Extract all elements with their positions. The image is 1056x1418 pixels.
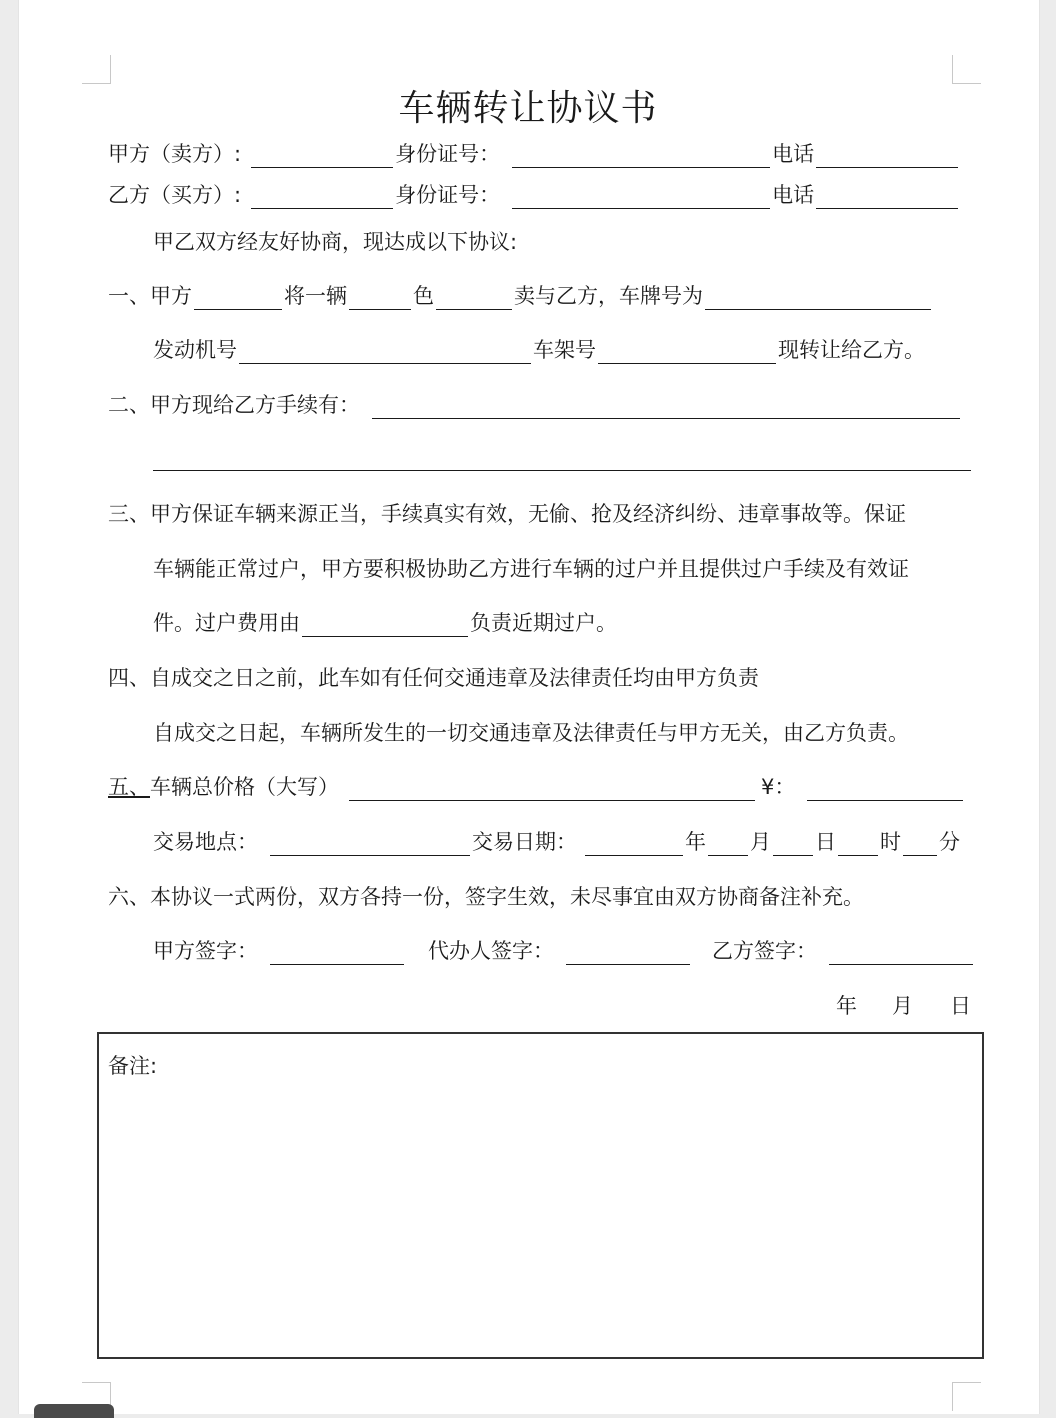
seller-phone-label: 电话 <box>772 142 815 166</box>
trade-year-field[interactable] <box>585 831 683 856</box>
trade-place-field[interactable] <box>270 831 470 856</box>
frame-number-field[interactable] <box>598 339 776 364</box>
clause-1-text: 发动机号 <box>153 338 237 362</box>
intro-sentence: 甲乙双方经友好协商，现达成以下协议: <box>153 230 518 254</box>
hour-label: 时 <box>880 830 901 854</box>
clause-3-text: 件。过户费用由 <box>153 611 300 635</box>
seller-signature-field[interactable] <box>270 940 404 965</box>
clause-1-text: 车架号 <box>533 338 596 362</box>
sign-date-month: 月 <box>892 994 913 1018</box>
buyer-phone-label: 电话 <box>772 183 815 207</box>
document-title: 车辆转让协议书 <box>398 88 658 129</box>
plate-number-field[interactable] <box>705 285 931 310</box>
clause-1-text: 将一辆 <box>284 284 347 308</box>
seller-id-label: 身份证号： <box>395 142 501 166</box>
clause-4-text: 四、自成交之日之前，此车如有任何交通违章及法律责任均由甲方负责 <box>108 666 759 690</box>
clause-5-line-1 <box>108 773 965 801</box>
clause-3-line-1 <box>108 500 906 528</box>
remarks-box[interactable] <box>97 1032 984 1359</box>
seller-vehicle-field[interactable] <box>194 285 282 310</box>
trade-date-label: 交易日期： <box>472 830 577 854</box>
seller-name-field[interactable] <box>251 143 393 168</box>
minute-label: 分 <box>939 830 960 854</box>
clause-1-line-2 <box>153 336 925 364</box>
month-label: 月 <box>750 830 771 854</box>
sign-date-day: 日 <box>950 994 971 1018</box>
clause-5-number: 五、 <box>108 775 150 799</box>
transfer-fee-party-field[interactable] <box>302 612 468 637</box>
clause-4-line-2 <box>153 719 909 747</box>
buyer-label: 乙方（买方）: <box>108 183 242 207</box>
intro-text <box>153 228 517 256</box>
clause-1-text: 卖与乙方，车牌号为 <box>514 284 703 308</box>
clause-6-line <box>108 883 864 911</box>
clause-4-line-1 <box>108 664 759 692</box>
procedures-field[interactable] <box>372 394 960 419</box>
total-price-label: 车辆总价格（大写） <box>150 775 339 799</box>
buyer-signature-label: 乙方签字： <box>712 939 817 963</box>
trade-place-label: 交易地点： <box>153 830 258 854</box>
clause-3-text: 三、甲方保证车辆来源正当，手续真实有效，无偷、抢及经济纠纷、违章事故等。保证 <box>108 502 906 526</box>
seller-phone-field[interactable] <box>816 143 958 168</box>
procedures-field-line-2[interactable] <box>153 446 971 471</box>
day-label: 日 <box>815 830 836 854</box>
clause-1-text: 现转让给乙方。 <box>778 338 925 362</box>
clause-1-text: 一、甲方 <box>108 284 192 308</box>
buyer-signature-field[interactable] <box>829 940 973 965</box>
buyer-phone-field[interactable] <box>816 184 958 209</box>
trade-hour-field[interactable] <box>838 831 878 856</box>
buyer-row <box>108 181 960 209</box>
total-price-words-field[interactable] <box>349 776 755 801</box>
clause-1-text: 色 <box>413 284 434 308</box>
clause-2-line-1 <box>108 391 962 419</box>
clause-4-text: 自成交之日起，车辆所发生的一切交通违章及法律责任与甲方无关，由乙方负责。 <box>153 721 909 745</box>
trade-month-field[interactable] <box>708 831 748 856</box>
signature-row <box>153 937 975 965</box>
bottom-toolbar-handle[interactable] <box>34 1404 114 1418</box>
seller-id-field[interactable] <box>512 143 770 168</box>
remarks-label: 备注: <box>108 1054 158 1078</box>
yen-label: ¥： <box>761 775 796 799</box>
agent-signature-field[interactable] <box>566 940 690 965</box>
clause-2-text: 二、甲方现给乙方手续有： <box>108 393 360 417</box>
seller-row <box>108 140 960 168</box>
clause-5-line-2 <box>153 828 960 856</box>
seller-label: 甲方（卖方）: <box>108 142 242 166</box>
buyer-name-field[interactable] <box>251 184 393 209</box>
buyer-id-field[interactable] <box>512 184 770 209</box>
clause-3-line-2 <box>153 555 909 583</box>
seller-signature-label: 甲方签字： <box>153 939 258 963</box>
agent-signature-label: 代办人签字： <box>428 939 554 963</box>
clause-3-line-3 <box>153 609 617 637</box>
buyer-id-label: 身份证号： <box>395 183 501 207</box>
engine-number-field[interactable] <box>239 339 531 364</box>
sign-date-year: 年 <box>836 994 857 1018</box>
page-corner-mark <box>952 1382 981 1411</box>
clause-3-text: 车辆能正常过户，甲方要积极协助乙方进行车辆的过户并且提供过户手续及有效证 <box>153 557 909 581</box>
total-price-amount-field[interactable] <box>807 776 963 801</box>
year-label: 年 <box>685 830 706 854</box>
clause-3-text: 负责近期过户。 <box>470 611 617 635</box>
trade-day-field[interactable] <box>773 831 813 856</box>
vehicle-type-field[interactable] <box>349 285 411 310</box>
vehicle-color-field[interactable] <box>436 285 512 310</box>
clause-1-line-1 <box>108 282 933 310</box>
trade-minute-field[interactable] <box>903 831 937 856</box>
clause-6-text: 六、本协议一式两份，双方各持一份，签字生效，未尽事宜由双方协商备注补充。 <box>108 885 864 909</box>
